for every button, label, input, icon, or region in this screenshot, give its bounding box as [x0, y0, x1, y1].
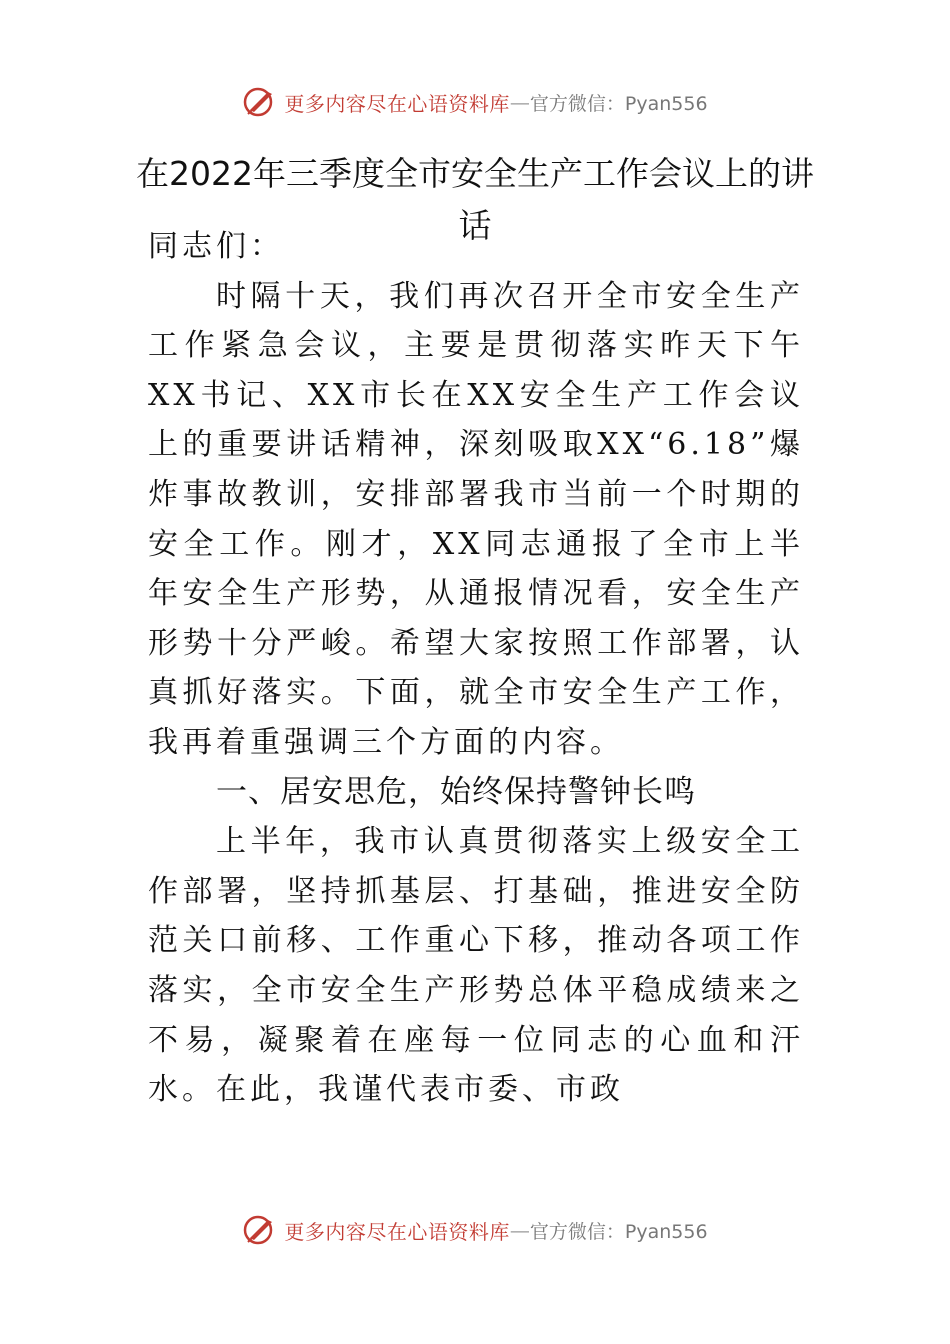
pen-logo-icon: [242, 84, 278, 120]
watermark-wechat: 官方微信：Pyan556: [529, 1220, 708, 1243]
watermark-wechat: 官方微信：Pyan556: [529, 92, 708, 115]
greeting: 同志们：: [148, 229, 284, 264]
watermark-dash: —: [509, 90, 530, 114]
watermark-text: 更多内容尽在心语资料库: [284, 1219, 510, 1244]
watermark-dash: —: [509, 1218, 530, 1242]
pen-logo-icon: [242, 1212, 278, 1248]
document-title: 在2022年三季度全市安全生产工作会议上的讲话: [136, 154, 814, 245]
watermark-header: [0, 82, 950, 122]
paragraph-intro: 时隔十天，我们再次召开全市安全生产工作紧急会议，主要是贯彻落实昨天下午XX书记、XX市长在XX安全生产工作会议上的重要讲话精神，深刻吸取XX“6.18”爆炸事故教训，安排部署我市当前一个时期的安全工作。刚才，XX同志通报了全市上半年安全生产形势，从通报情况看，安全生产形势十分严峻。希望大家按照工作部署，认真抓好落实。下面，就全市安全生产工作，我再着重强调三个方面的内容。: [148, 278, 804, 760]
watermark-footer: [0, 1210, 950, 1250]
section-heading-1: 一、居安思危，始终保持警钟长鸣: [216, 773, 696, 810]
paragraph-section-1: 上半年，我市认真贯彻落实上级安全工作部署，坚持抓基层、打基础，推进安全防范关口前移、工作重心下移，推动各项工作落实，全市安全生产形势总体平稳成绩来之不易，凝聚着在座每一位同志的心血和汗水。在此，我谨代表市委、市政: [148, 824, 804, 1108]
document-body: [148, 222, 804, 1115]
watermark-text: 更多内容尽在心语资料库: [284, 91, 510, 116]
